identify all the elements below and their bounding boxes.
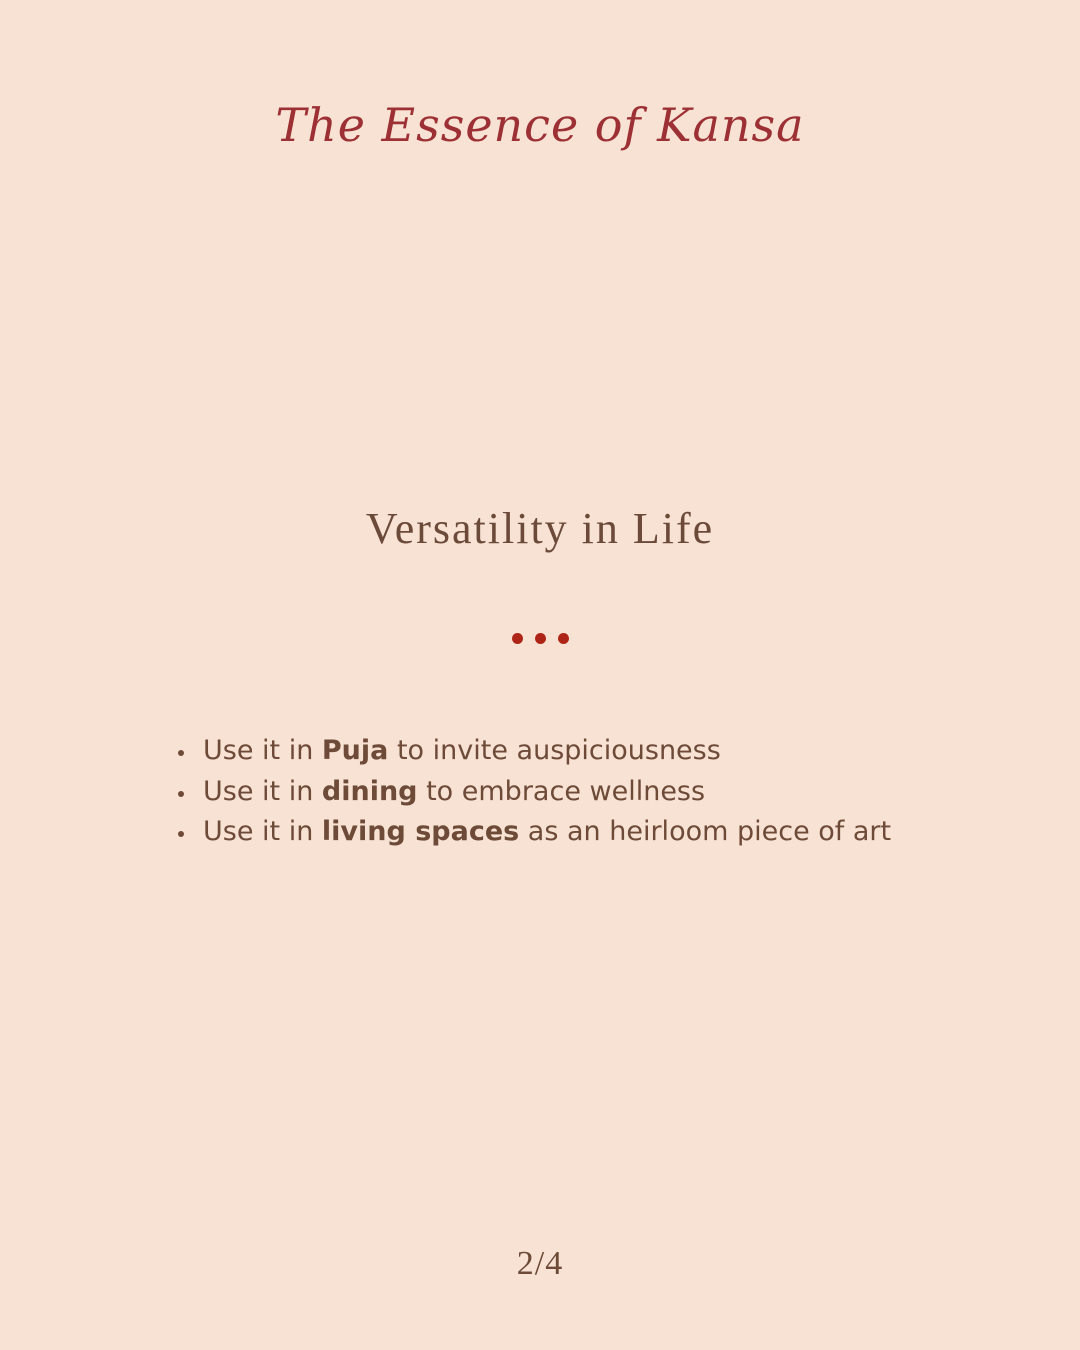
slide-title: The Essence of Kansa <box>275 98 805 152</box>
bullet-keyword: dining <box>321 775 418 807</box>
list-item <box>197 731 891 772</box>
section-heading: Versatility in Life <box>365 504 715 553</box>
page-indicator: 2/4 <box>516 1245 564 1282</box>
bullet-text: to invite auspiciousness <box>388 735 721 766</box>
bullet-text: Use it in <box>203 775 322 807</box>
list-item <box>197 812 891 853</box>
bullet-text: as an heirloom piece of art <box>519 816 892 847</box>
bullet-list <box>197 731 891 853</box>
list-item <box>197 772 891 813</box>
bullet-text: to embrace wellness <box>417 775 706 807</box>
separator-dot-icon <box>558 633 569 644</box>
bullet-keyword: living spaces <box>321 816 520 847</box>
separator-dot-icon <box>512 633 523 644</box>
bullet-keyword: Puja <box>321 735 389 766</box>
separator-dot-icon <box>535 633 546 644</box>
bullet-text: Use it in <box>203 735 322 766</box>
bullet-text: Use it in <box>203 816 322 847</box>
dots-separator <box>0 633 1080 644</box>
